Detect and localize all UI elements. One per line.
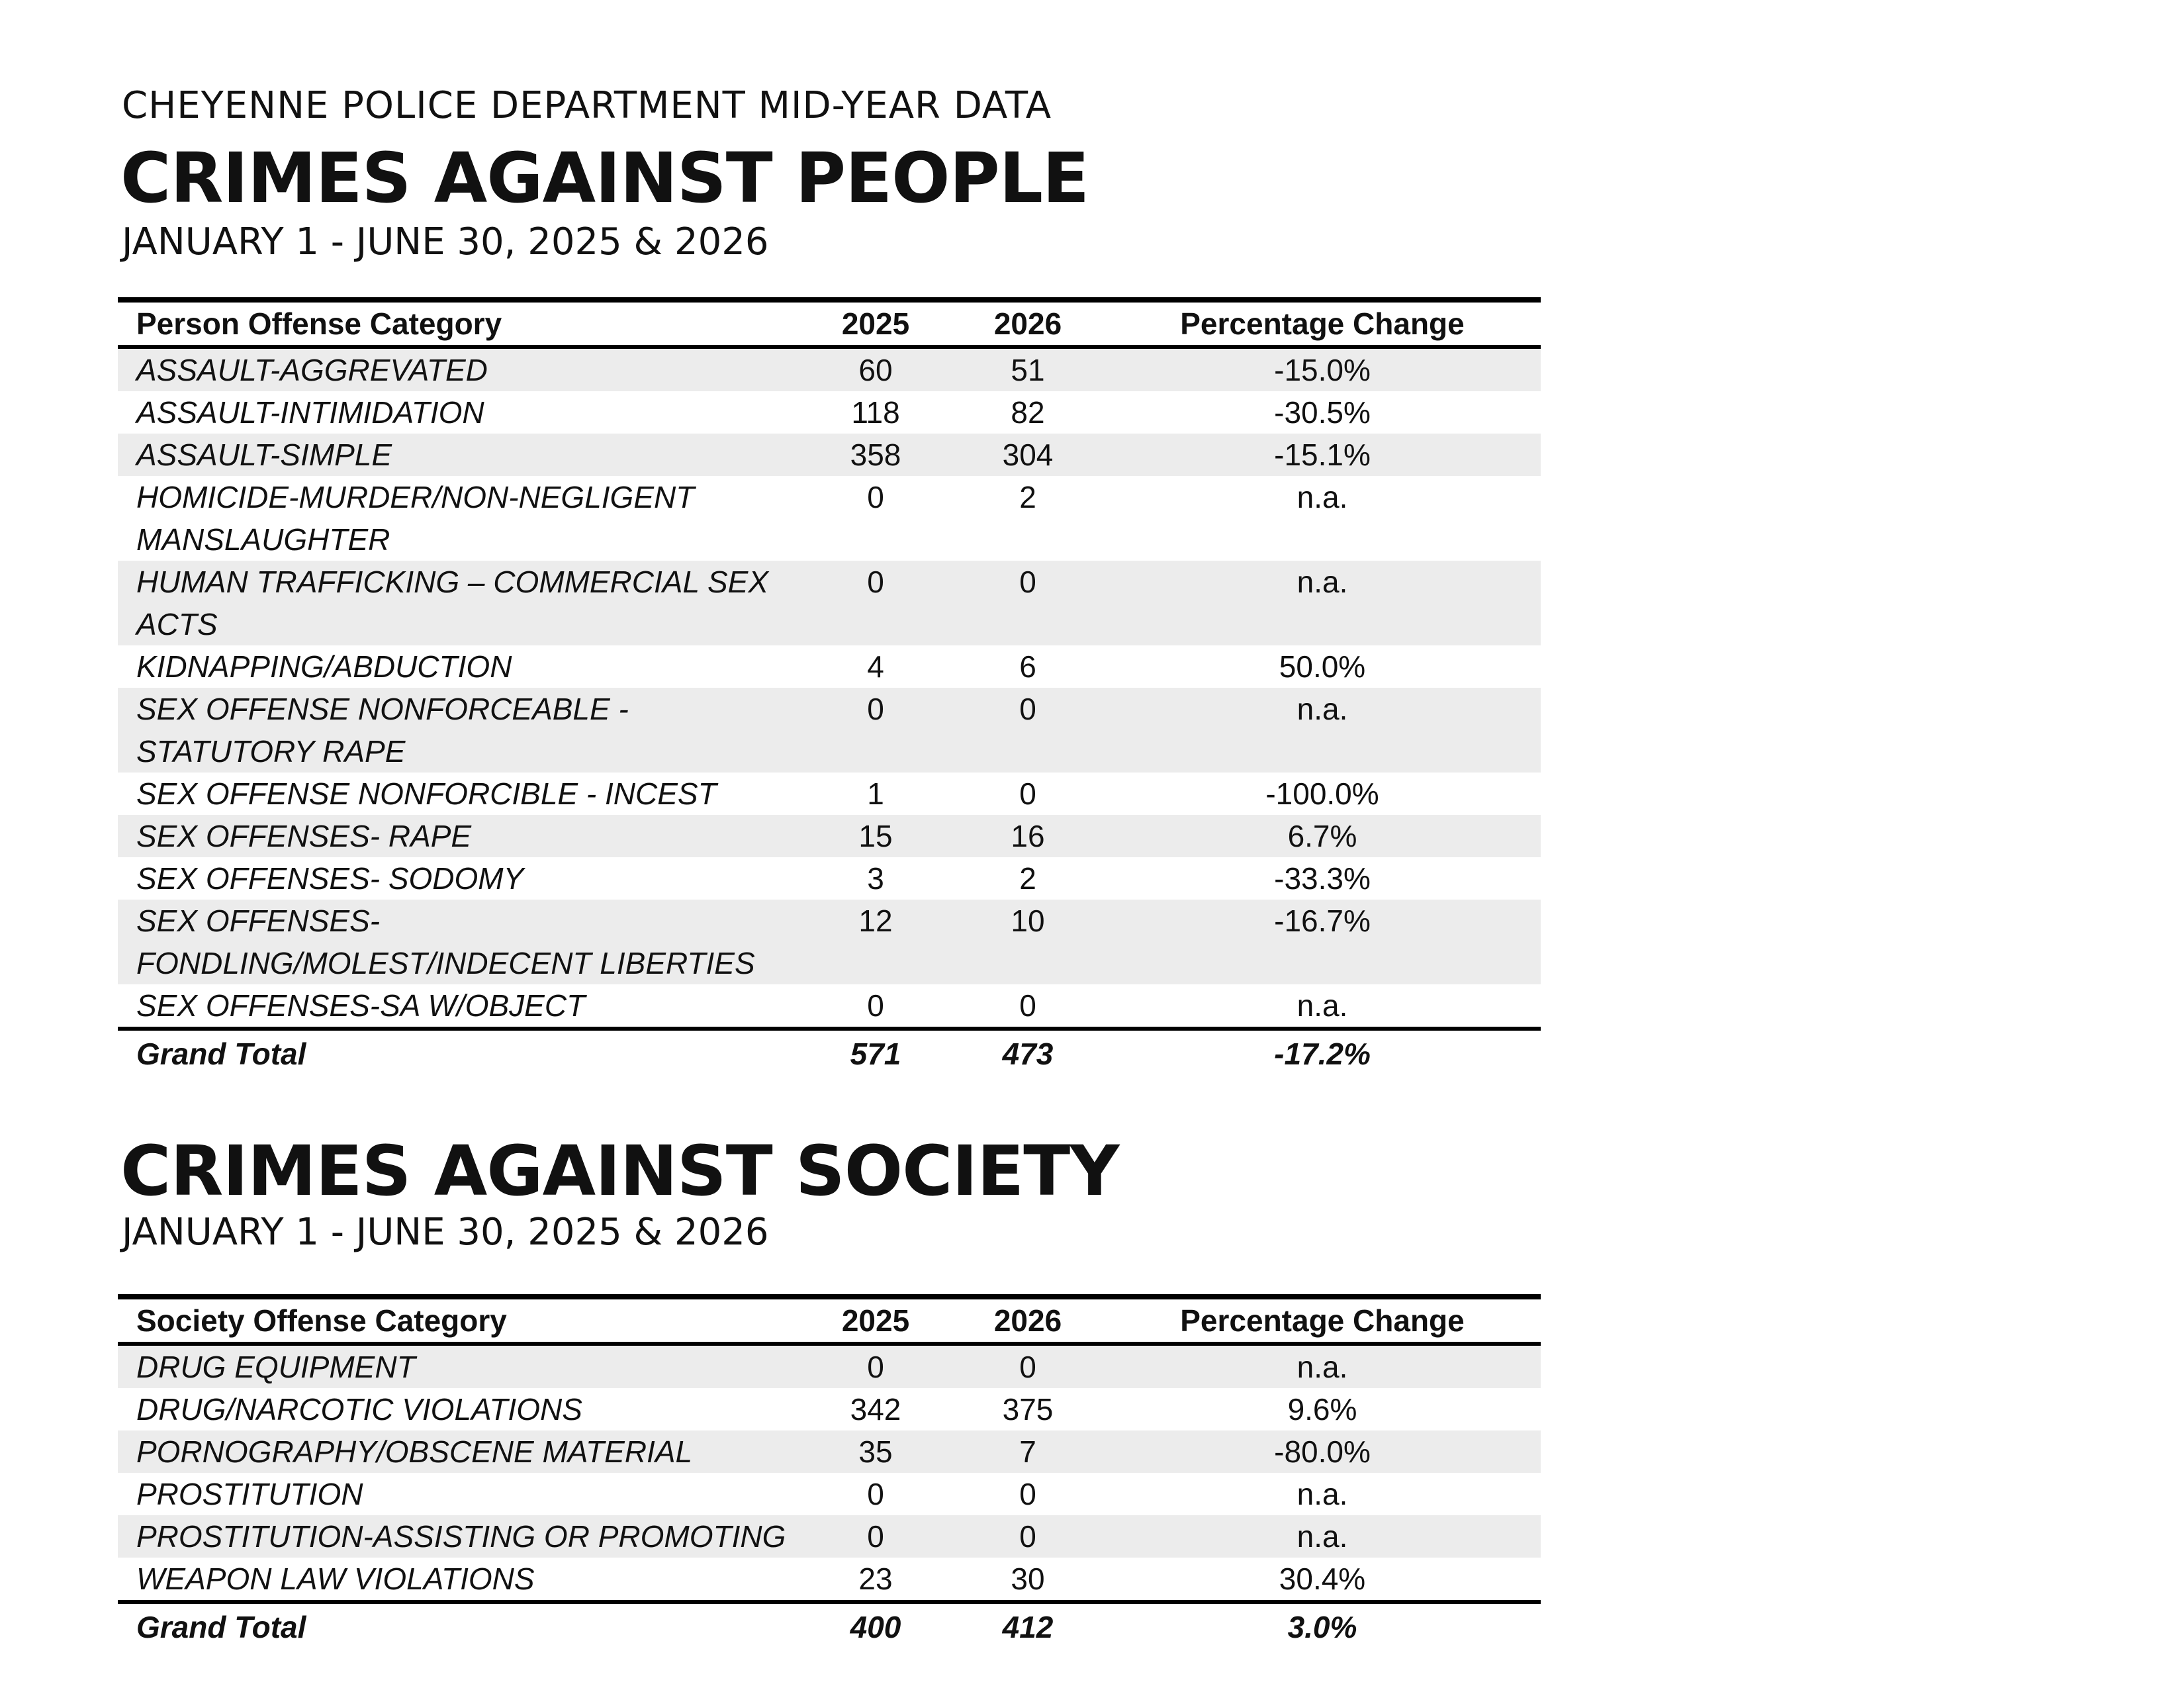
offense-category: WEAPON LAW VIOLATIONS (118, 1558, 799, 1602)
offense-category: DRUG EQUIPMENT (118, 1344, 799, 1388)
count-2025: 15 (799, 815, 952, 857)
table-row (118, 688, 1541, 773)
offense-category: KIDNAPPING/ABDUCTION (118, 645, 799, 688)
grand-total-label: Grand Total (118, 1602, 799, 1650)
percentage-change: n.a. (1104, 1344, 1541, 1388)
count-2025: 23 (799, 1558, 952, 1602)
offense-category: HUMAN TRAFFICKING – COMMERCIAL SEX ACTS (118, 561, 799, 645)
count-2026: 7 (952, 1430, 1104, 1473)
count-2025: 3 (799, 857, 952, 900)
count-2025: 12 (799, 900, 952, 984)
offense-category: PROSTITUTION (118, 1473, 799, 1515)
table-row (118, 984, 1541, 1029)
people-offense-table (118, 297, 1541, 1077)
offense-category: SEX OFFENSES-FONDLING/MOLEST/INDECENT LIBERTIES (118, 900, 799, 984)
society-section-title: CRIMES AGAINST SOCIETY (120, 1131, 1119, 1211)
count-2025: 118 (799, 391, 952, 434)
offense-category: DRUG/NARCOTIC VIOLATIONS (118, 1388, 799, 1430)
grand-total-row (118, 1602, 1541, 1650)
table-row (118, 857, 1541, 900)
table-row (118, 773, 1541, 815)
table-row (118, 347, 1541, 391)
percentage-change: n.a. (1104, 476, 1541, 561)
count-2025: 0 (799, 476, 952, 561)
society-date-range: JANUARY 1 - JUNE 30, 2025 & 2026 (122, 1211, 769, 1254)
offense-category: PROSTITUTION-ASSISTING OR PROMOTING (118, 1515, 799, 1558)
percentage-change: -80.0% (1104, 1430, 1541, 1473)
column-header-2025: 2025 (799, 300, 952, 347)
count-2026: 375 (952, 1388, 1104, 1430)
offense-category: SEX OFFENSES- SODOMY (118, 857, 799, 900)
grand-total-row (118, 1029, 1541, 1077)
table-row (118, 645, 1541, 688)
count-2026: 2 (952, 857, 1104, 900)
offense-category: SEX OFFENSE NONFORCIBLE - INCEST (118, 773, 799, 815)
percentage-change: 9.6% (1104, 1388, 1541, 1430)
count-2025: 358 (799, 434, 952, 476)
count-2026: 0 (952, 561, 1104, 645)
people-section-title: CRIMES AGAINST PEOPLE (120, 138, 1089, 218)
count-2026: 0 (952, 984, 1104, 1029)
count-2025: 35 (799, 1430, 952, 1473)
table-row (118, 1473, 1541, 1515)
count-2025: 60 (799, 347, 952, 391)
table-row (118, 1388, 1541, 1430)
percentage-change: n.a. (1104, 561, 1541, 645)
table-row (118, 561, 1541, 645)
count-2026: 0 (952, 773, 1104, 815)
count-2026: 10 (952, 900, 1104, 984)
column-header-percentage-change: Percentage Change (1104, 300, 1541, 347)
count-2025: 0 (799, 984, 952, 1029)
table-row (118, 1558, 1541, 1602)
percentage-change: 6.7% (1104, 815, 1541, 857)
society-offense-table (118, 1294, 1541, 1650)
table-row (118, 1430, 1541, 1473)
table-row (118, 815, 1541, 857)
column-header-category: Society Offense Category (118, 1297, 799, 1344)
column-header-2026: 2026 (952, 300, 1104, 347)
offense-category: SEX OFFENSES-SA W/OBJECT (118, 984, 799, 1029)
percentage-change: n.a. (1104, 984, 1541, 1029)
table-header-row (118, 1297, 1541, 1344)
percentage-change: n.a. (1104, 688, 1541, 773)
table-row (118, 900, 1541, 984)
offense-category: PORNOGRAPHY/OBSCENE MATERIAL (118, 1430, 799, 1473)
percentage-change: 30.4% (1104, 1558, 1541, 1602)
count-2025: 1 (799, 773, 952, 815)
column-header-percentage-change: Percentage Change (1104, 1297, 1541, 1344)
table-header-row (118, 300, 1541, 347)
grand-total-2026: 473 (952, 1029, 1104, 1077)
people-date-range: JANUARY 1 - JUNE 30, 2025 & 2026 (122, 220, 769, 263)
percentage-change: -15.1% (1104, 434, 1541, 476)
percentage-change: -33.3% (1104, 857, 1541, 900)
count-2025: 342 (799, 1388, 952, 1430)
count-2026: 0 (952, 1344, 1104, 1388)
count-2026: 6 (952, 645, 1104, 688)
offense-category: ASSAULT-INTIMIDATION (118, 391, 799, 434)
count-2026: 51 (952, 347, 1104, 391)
grand-total-change: -17.2% (1104, 1029, 1541, 1077)
count-2025: 0 (799, 1344, 952, 1388)
percentage-change: 50.0% (1104, 645, 1541, 688)
table-row (118, 1344, 1541, 1388)
count-2026: 304 (952, 434, 1104, 476)
offense-category: ASSAULT-AGGREVATED (118, 347, 799, 391)
table-row (118, 1515, 1541, 1558)
grand-total-change: 3.0% (1104, 1602, 1541, 1650)
column-header-2026: 2026 (952, 1297, 1104, 1344)
count-2025: 0 (799, 1473, 952, 1515)
offense-category: SEX OFFENSE NONFORCEABLE - STATUTORY RAPE (118, 688, 799, 773)
count-2025: 0 (799, 688, 952, 773)
count-2025: 0 (799, 561, 952, 645)
count-2026: 0 (952, 688, 1104, 773)
count-2026: 16 (952, 815, 1104, 857)
percentage-change: -100.0% (1104, 773, 1541, 815)
count-2026: 2 (952, 476, 1104, 561)
count-2026: 30 (952, 1558, 1104, 1602)
percentage-change: -30.5% (1104, 391, 1541, 434)
count-2026: 0 (952, 1515, 1104, 1558)
count-2026: 82 (952, 391, 1104, 434)
count-2025: 0 (799, 1515, 952, 1558)
percentage-change: -15.0% (1104, 347, 1541, 391)
grand-total-2026: 412 (952, 1602, 1104, 1650)
report-kicker: CHEYENNE POLICE DEPARTMENT MID-YEAR DATA (122, 84, 1052, 127)
offense-category: HOMICIDE-MURDER/NON-NEGLIGENT MANSLAUGHTER (118, 476, 799, 561)
offense-category: ASSAULT-SIMPLE (118, 434, 799, 476)
offense-category: SEX OFFENSES- RAPE (118, 815, 799, 857)
count-2026: 0 (952, 1473, 1104, 1515)
column-header-2025: 2025 (799, 1297, 952, 1344)
table-row (118, 476, 1541, 561)
percentage-change: -16.7% (1104, 900, 1541, 984)
table-row (118, 391, 1541, 434)
grand-total-2025: 400 (799, 1602, 952, 1650)
column-header-category: Person Offense Category (118, 300, 799, 347)
grand-total-label: Grand Total (118, 1029, 799, 1077)
grand-total-2025: 571 (799, 1029, 952, 1077)
table-row (118, 434, 1541, 476)
percentage-change: n.a. (1104, 1473, 1541, 1515)
count-2025: 4 (799, 645, 952, 688)
percentage-change: n.a. (1104, 1515, 1541, 1558)
